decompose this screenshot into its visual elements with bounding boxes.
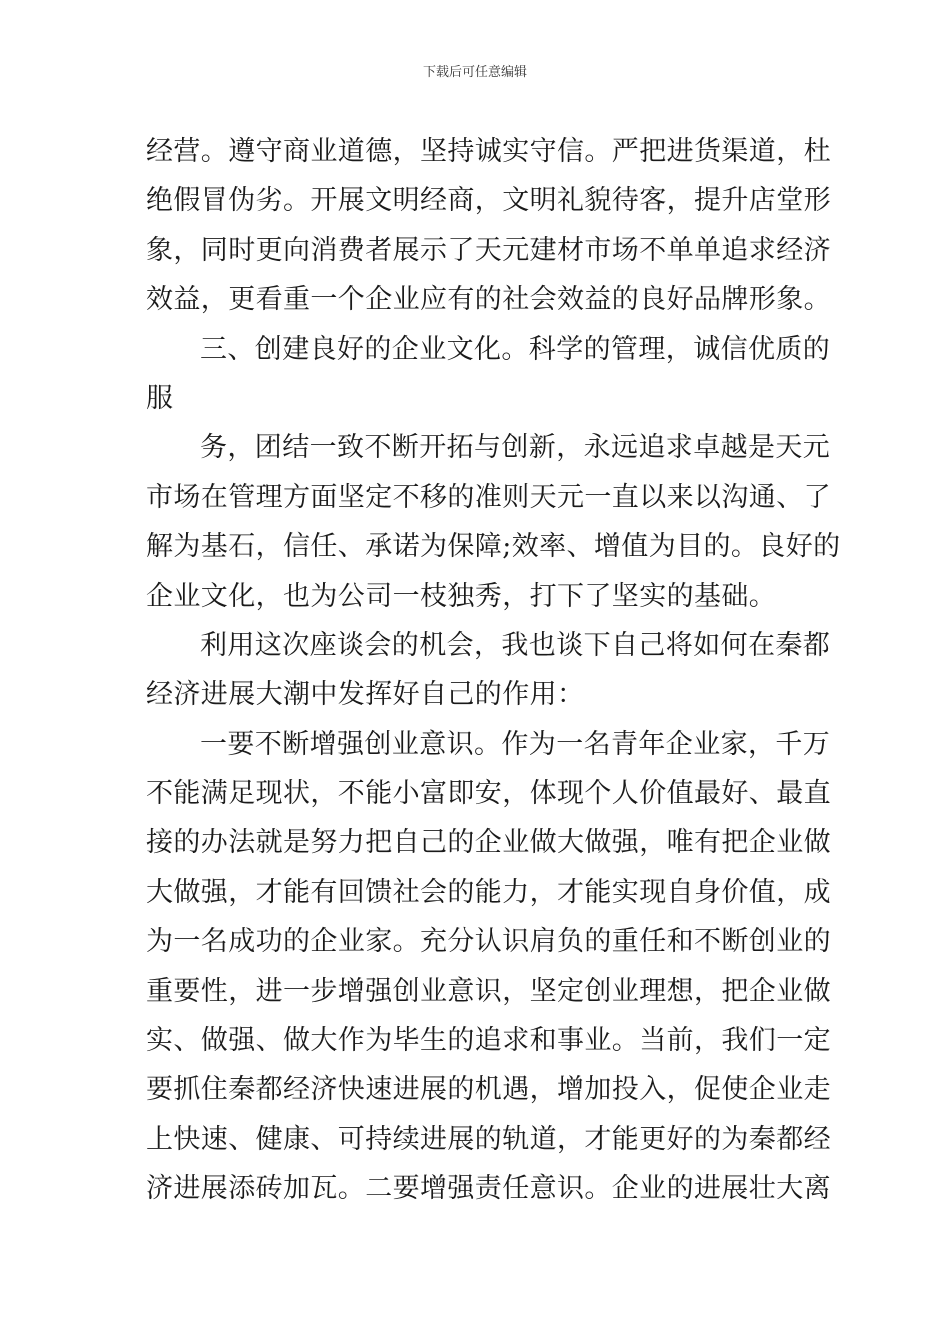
text-line: 重要性，进一步增强创业意识，坚定创业理想，把企业做 — [146, 975, 831, 1007]
text-line: 企业文化，也为公司一枝独秀，打下了坚实的基础。 — [146, 580, 777, 612]
text-line: 经济进展大潮中发挥好自己的作用： — [146, 679, 585, 711]
text-line: 绝假冒伪劣。开展文明经商，文明礼貌待客，提升店堂形 — [146, 185, 831, 217]
text-line: 大做强，才能有回馈社会的能力，才能实现自身价值，成 — [146, 876, 831, 908]
text-line: 不能满足现状，不能小富即安，体现个人价值最好、最直 — [146, 778, 831, 810]
text-line: 市场在管理方面坚定不移的准则天元一直以来以沟通、了 — [146, 481, 831, 513]
text-line: 一要不断增强创业意识。作为一名青年企业家，千万 — [200, 728, 831, 760]
text-line: 解为基石，信任、承诺为保障;效率、增值为目的。良好的 — [146, 531, 841, 563]
text-line: 上快速、健康、可持续进展的轨道，才能更好的为秦都经 — [146, 1123, 831, 1155]
text-line: 经营。遵守商业道德，坚持诚实守信。严把进货渠道，杜 — [146, 136, 831, 167]
text-line: 为一名成功的企业家。充分认识肩负的重任和不断创业的 — [146, 926, 831, 958]
text-line: 接的办法就是努力把自己的企业做大做强，唯有把企业做 — [146, 827, 831, 859]
text-line: 利用这次座谈会的机会，我也谈下自己将如何在秦都 — [200, 629, 831, 661]
text-line: 服 — [146, 382, 174, 414]
text-line: 要抓住秦都经济快速进展的机遇，增加投入，促使企业走 — [146, 1074, 831, 1106]
text-line: 三、创建良好的企业文化。科学的管理，诚信优质的 — [200, 333, 831, 365]
page-header: 下载后可任意编辑 — [422, 65, 527, 80]
text-line: 务，团结一致不断开拓与创新，永远追求卓越是天元 — [200, 432, 831, 464]
document-body — [146, 127, 841, 1214]
text-line: 实、做强、做大作为毕生的追求和事业。当前，我们一定 — [146, 1025, 831, 1057]
text-line: 济进展添砖加瓦。二要增强责任意识。企业的进展壮大离 — [146, 1173, 831, 1205]
text-line: 效益，更看重一个企业应有的社会效益的良好品牌形象。 — [146, 284, 831, 316]
text-line: 象，同时更向消费者展示了天元建材市场不单单追求经济 — [146, 234, 831, 266]
